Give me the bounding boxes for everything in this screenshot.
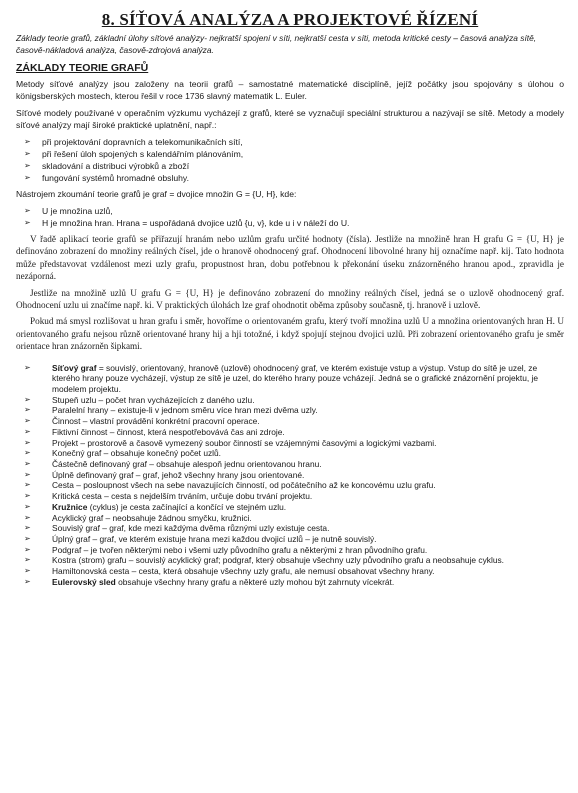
arrow-bullet-icon: ➢ bbox=[24, 362, 31, 372]
list-item: ➢ fungování systémů hromadné obsluhy. bbox=[24, 173, 189, 183]
arrow-bullet-icon: ➢ bbox=[24, 405, 31, 415]
term-name: Eulerovský sled bbox=[52, 576, 116, 587]
term-item bbox=[24, 555, 564, 566]
arrow-bullet-icon: ➢ bbox=[24, 480, 31, 490]
paragraph-models: Síťové modely používané v operačním výzkumu vycházejí z grafů, které se vyznačují speciální strukturou a nazývají se sítě. Metody a modely síťové analýzy mají široké praktické uplatnění, např.: bbox=[16, 108, 564, 130]
arrow-bullet-icon: ➢ bbox=[24, 218, 31, 227]
term-text: Konečný graf – obsahuje konečný počet uzlů. bbox=[52, 448, 222, 459]
term-name: Síťový graf bbox=[52, 362, 97, 373]
term-text: Acyklický graf – neobsahuje žádnou smyčku, kružnici. bbox=[52, 512, 252, 523]
term-item bbox=[24, 438, 564, 449]
list-item: ➢ H je množina hran. Hrana = uspořádaná dvojice uzlů {u, v}, kde u i v náleží do U. bbox=[24, 218, 350, 228]
list-item: ➢ skladování a distribuci výrobků a zboží bbox=[24, 161, 190, 171]
term-item bbox=[24, 448, 564, 459]
arrow-bullet-icon: ➢ bbox=[24, 491, 31, 501]
term-name: Kružnice bbox=[52, 501, 88, 512]
term-text: obsahuje všechny hrany grafu a některé uzly mohou být zahrnuty vícekrát. bbox=[115, 576, 395, 587]
term-item bbox=[24, 416, 564, 427]
term-item bbox=[24, 470, 564, 481]
paragraph-intro: Metody síťové analýzy jsou založeny na teorii grafů – samostatné matematické disciplíně, jejíž počátky jsou spojovány s úlohou o königsberských mostech, kterou řešil v roce 1736 slavný matematik L. Euler. bbox=[16, 79, 564, 101]
list-item: ➢ při řešení úloh spojených s kalendářním plánováním, bbox=[24, 149, 244, 159]
term-item bbox=[24, 523, 564, 534]
applications-list bbox=[16, 136, 564, 184]
arrow-bullet-icon: ➢ bbox=[24, 161, 31, 170]
term-text: Kostra (strom) grafu – souvislý acyklický graf; podgraf, který obsahuje všechny uzly původního grafu a neobsahuje cyklus. bbox=[52, 555, 505, 566]
arrow-bullet-icon: ➢ bbox=[24, 533, 31, 543]
term-item bbox=[24, 427, 564, 438]
term-text: Paralelní hrany – existuje-li v jednom směru více hran mezi dvěma uzly. bbox=[52, 405, 318, 416]
arrow-bullet-icon: ➢ bbox=[24, 469, 31, 479]
term-text: Souvislý graf – graf, kde mezi každýma dvěma různými uzly existuje cesta. bbox=[52, 523, 330, 534]
term-item bbox=[24, 491, 564, 502]
arrow-bullet-icon: ➢ bbox=[24, 458, 31, 468]
scanned-paragraph-oriented: Pokud má smysl rozlišovat u hran grafu i směr, hovoříme o orientovaném grafu, který tvoří množina uzlů U a množina orientovaných hran H. U orientovaného grafu nejsou různě orientované hrany hij a hji totožné, i když spojují stejnou dvojici uzlů. Při zobrazení orientovaného grafu je směr orientace hran znázorněn šipkami. bbox=[16, 316, 564, 352]
term-item bbox=[24, 534, 564, 545]
term-item bbox=[24, 395, 564, 406]
term-text: Stupeň uzlu – počet hran vycházejících z daného uzlu. bbox=[52, 394, 255, 405]
term-item bbox=[24, 459, 564, 470]
list-item: ➢ U je množina uzlů, bbox=[24, 206, 113, 216]
term-text: Hamiltonovská cesta – cesta, která obsahuje všechny uzly grafu, ale nemusí obsahovat všechny hrany. bbox=[52, 566, 435, 577]
arrow-bullet-icon: ➢ bbox=[24, 137, 31, 146]
arrow-bullet-icon: ➢ bbox=[24, 426, 31, 436]
term-item bbox=[24, 577, 564, 588]
page-subtitle: Základy teorie grafů, základní úlohy síťové analýzy- nejkratší spojení v síti, nejkratší cesta v síti, metoda kritické cesty – časová analýza sítě, časově-nákladová analýza, časově-zdrojová analýza. bbox=[16, 33, 537, 55]
arrow-bullet-icon: ➢ bbox=[24, 566, 31, 576]
term-item bbox=[24, 513, 564, 524]
term-text: (cyklus) je cesta začínající a končící ve stejném uzlu. bbox=[87, 501, 287, 512]
term-item bbox=[24, 566, 564, 577]
arrow-bullet-icon: ➢ bbox=[24, 576, 31, 586]
term-text: Úplně definovaný graf – graf, jehož všechny hrany jsou orientované. bbox=[52, 469, 305, 480]
term-text: = souvislý, orientovaný, hranově (uzlově) ohodnocený graf, ve kterém existuje vstup a výstup. Vstup do sítě je uzel, ze kterého hrany pouze vycházejí, výstup ze sítě je uzel, do kterého hrany pouze vcházejí. Jedná se o grafické znázornění projektu, je modelem projektu. bbox=[52, 362, 539, 395]
arrow-bullet-icon: ➢ bbox=[24, 555, 31, 565]
arrow-bullet-icon: ➢ bbox=[24, 437, 31, 447]
arrow-bullet-icon: ➢ bbox=[24, 512, 31, 522]
arrow-bullet-icon: ➢ bbox=[24, 173, 31, 182]
term-text: Cesta – posloupnost všech na sebe navazujících činností, od počátečního až ke koncovému uzlu grafu. bbox=[52, 480, 436, 491]
term-item bbox=[24, 405, 564, 416]
term-item bbox=[24, 545, 564, 556]
section-heading: ZÁKLADY TEORIE GRAFŮ bbox=[16, 62, 149, 74]
list-item: ➢ při projektování dopravních a telekomunikačních sítí, bbox=[24, 137, 243, 147]
term-text: Částečně definovaný graf – obsahuje alespoň jednu orientovanou hranu. bbox=[52, 458, 322, 469]
arrow-bullet-icon: ➢ bbox=[24, 416, 31, 426]
term-text: Úplný graf – graf, ve kterém existuje hrana mezi každou dvojicí uzlů – je nutně souvislý. bbox=[52, 533, 377, 544]
uh-list bbox=[16, 205, 564, 229]
term-text: Fiktivní činnost – činnost, která nespotřebovává čas ani zdroje. bbox=[52, 426, 285, 437]
term-item bbox=[24, 502, 564, 513]
terms-list bbox=[16, 363, 564, 588]
paragraph-graph-definition: Nástrojem zkoumání teorie grafů je graf = dvojice množin G = {U, H}, kde: bbox=[16, 189, 297, 199]
arrow-bullet-icon: ➢ bbox=[24, 206, 31, 215]
arrow-bullet-icon: ➢ bbox=[24, 544, 31, 554]
arrow-bullet-icon: ➢ bbox=[24, 149, 31, 158]
arrow-bullet-icon: ➢ bbox=[24, 394, 31, 404]
arrow-bullet-icon: ➢ bbox=[24, 501, 31, 511]
term-text: Podgraf – je tvořen některými nebo i všemi uzly původního grafu a některými z hran původního grafu. bbox=[52, 544, 428, 555]
term-text: Projekt – prostorově a časově vymezený soubor činností se vzájemnými časovými a logickými vazbami. bbox=[52, 437, 437, 448]
term-text: Činnost – vlastní provádění konkrétní pracovní operace. bbox=[52, 416, 260, 427]
arrow-bullet-icon: ➢ bbox=[24, 523, 31, 533]
term-item bbox=[24, 480, 564, 491]
scanned-paragraph-edge-weighted: V řadě aplikací teorie grafů se přiřazují hranám nebo uzlům grafu určité hodnoty (čísla). Jestliže na množině hran H grafu G = {U, H} je definováno zobrazení do množiny reálných čísel, jde o hranově ohodnocený graf. Ohodnocení libovolné hrany hij označíme např. kij. Tato hodnota může představovat vzdálenost mezi uzly grafu, propustnost hran, dobu potřebnou k překonání úseku znázorněného hranou apod., zpravidla je nezáporná. bbox=[16, 234, 564, 282]
page-title: 8. SÍŤOVÁ ANALÝZA A PROJEKTOVÉ ŘÍZENÍ bbox=[101, 10, 479, 29]
scanned-paragraph-node-weighted: Jestliže na množině uzlů U grafu G = {U, H} je definováno zobrazení do množiny reálných čísel, jedná se o uzlově ohodnocený graf. Ohodnocení uzlu ui značíme např. ki. V praktických úlohách lze graf ohodnotit oběma způsoby současně, tj. hranově i uzlově. bbox=[16, 287, 564, 311]
arrow-bullet-icon: ➢ bbox=[24, 448, 31, 458]
term-item bbox=[24, 363, 564, 395]
term-text: Kritická cesta – cesta s nejdelším trváním, určuje dobu trvání projektu. bbox=[52, 491, 313, 502]
